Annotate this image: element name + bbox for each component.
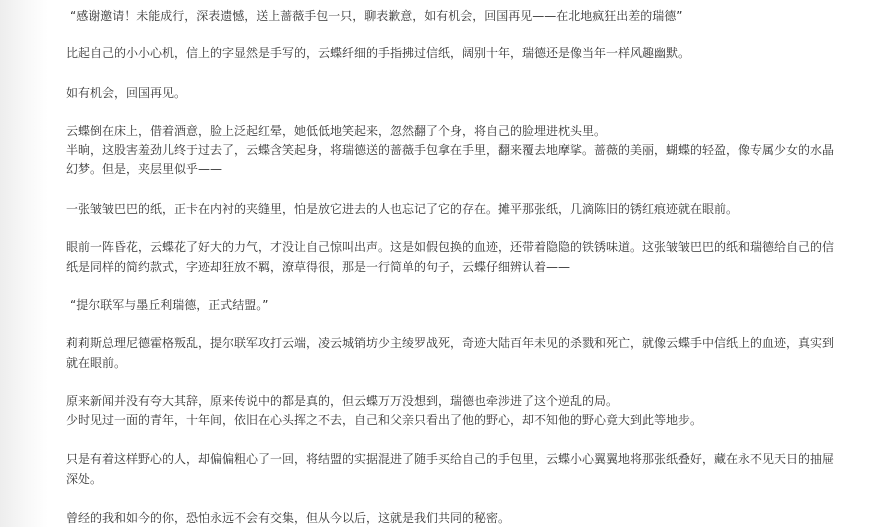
paragraph-line: 就在眼前。 xyxy=(66,356,127,370)
paragraph-line: 只是有着这样野心的人，却偏偏粗心了一回，将结盟的实据混进了随手买给自己的手包里，云蝶小心翼翼地将那张纸叠好，藏在永不见天日的抽屉 xyxy=(66,452,835,466)
paragraph-line: 一张皱皱巴巴的纸，正卡在内衬的夹缝里，怕是放它进去的人也忘记了它的存在。摊平那张纸，几滴陈旧的锈红痕迹就在眼前。 xyxy=(66,202,739,216)
paragraph-line: 如有机会，回国再见。 xyxy=(66,86,187,100)
paragraph-line: 深处。 xyxy=(66,472,103,486)
paragraph-line: 半晌，这股害羞劲儿终于过去了，云蝶含笑起身，将瑞德送的蔷薇手包拿在手里，翻来覆去地摩挲。蔷薇的美丽，蝴蝶的轻盈，像专属少女的水晶 xyxy=(66,143,835,157)
paragraph-line: 纸是同样的简约款式，字迹却狂放不羁，潦草得很，那是一行简单的句子，云蝶仔细辨认着—— xyxy=(66,260,571,274)
paragraph-line: 莉莉斯总理尼德霍格叛乱，提尔联军攻打云端，凌云城销坊少主绫罗战死，奇迹大陆百年未见的杀戮和死亡，就像云蝶手中信纸上的血迹，真实到 xyxy=(66,336,835,350)
paragraph-line: “感谢邀请！未能成行，深表遗憾，送上蔷薇手包一只，聊表歉意，如有机会，回国再见——在北地疯狂出差的瑞德” xyxy=(70,9,683,23)
paragraph-line: 幻梦。但是，夹层里似乎—— xyxy=(66,162,223,176)
paragraph-line: 眼前一阵昏花，云蝶花了好大的力气，才没让自己惊叫出声。这是如假包换的血迹，还带着隐隐的铁锈味道。这张皱皱巴巴的纸和瑞德给自己的信 xyxy=(66,240,835,254)
paragraph-line: “提尔联军与墨丘利瑞德，正式结盟。” xyxy=(70,298,269,312)
paragraph-line: 曾经的我和如今的你，恐怕永远不会有交集，但从今以后，这就是我们共同的秘密。 xyxy=(66,511,511,525)
paragraph-line: 云蝶倒在床上，借着酒意，脸上泛起红晕，她低低地笑起来，忽然翻了个身，将自己的脸埋进枕头里。 xyxy=(66,124,607,138)
paragraph-line: 原来新闻并没有夸大其辞，原来传说中的都是真的，但云蝶万万没想到，瑞德也牵涉进了这个逆乱的局。 xyxy=(66,394,619,408)
paragraph-line: 比起自己的小小心机，信上的字显然是手写的，云蝶纤细的手指拂过信纸，阔别十年，瑞德还是像当年一样风趣幽默。 xyxy=(66,46,691,60)
paragraph-line: 少时见过一面的青年，十年间，依旧在心头挥之不去，自己和父亲只看出了他的野心，却不知他的野心竟大到此等地步。 xyxy=(66,413,703,427)
